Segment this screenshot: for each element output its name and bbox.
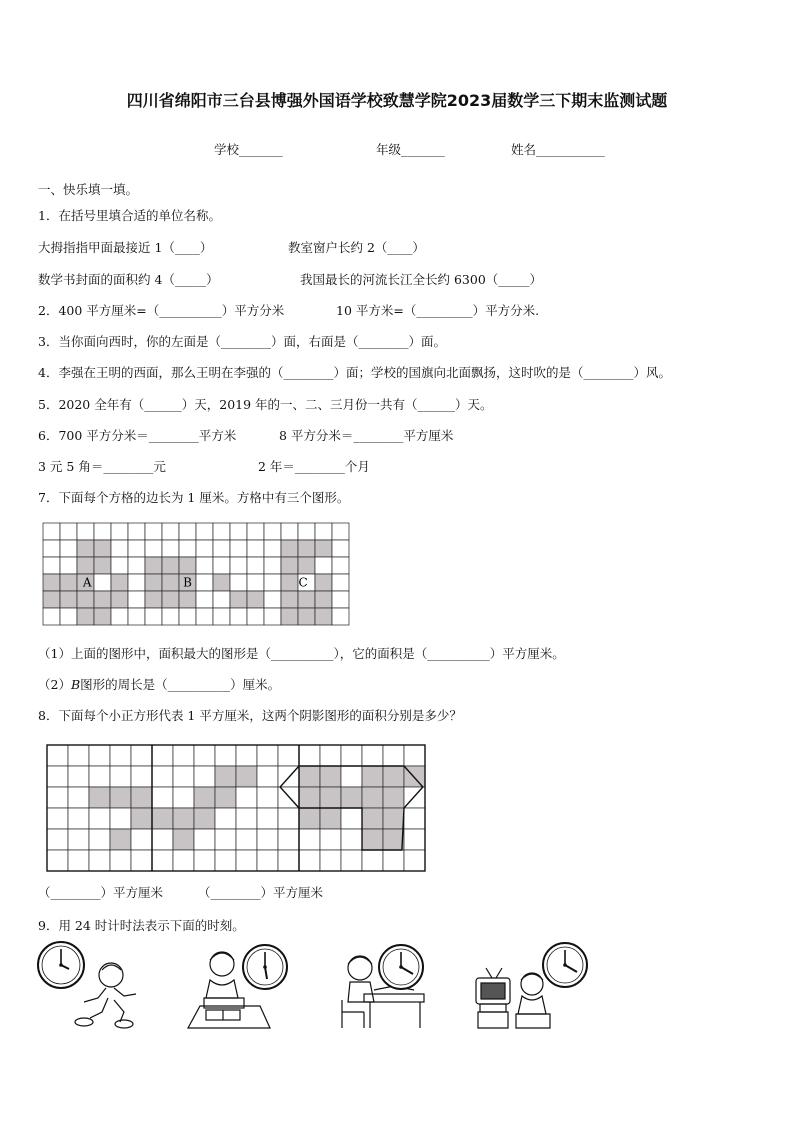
grid-cell <box>315 608 332 625</box>
grid-cell <box>215 766 236 787</box>
running-boy-icon <box>75 963 136 1028</box>
grid-cell <box>89 850 110 871</box>
grid-cell <box>47 745 68 766</box>
grid-cell <box>315 591 332 608</box>
grid-cell <box>299 829 320 850</box>
grid-cell <box>173 808 194 829</box>
grid-cell <box>60 523 77 540</box>
grid-cell <box>111 523 128 540</box>
grid-cell <box>341 766 362 787</box>
grid-cell <box>278 829 299 850</box>
grid-cell <box>236 829 257 850</box>
grid-cell <box>281 574 298 591</box>
grid-cell <box>173 850 194 871</box>
grid-cell <box>131 766 152 787</box>
grid-cell <box>145 608 162 625</box>
q9-stem: 9．用 24 时计时法表示下面的时刻。 <box>38 918 245 933</box>
grid-cell <box>332 557 349 574</box>
q9-picture-4 <box>470 940 594 1032</box>
grid-cell <box>179 523 196 540</box>
grid-cell <box>362 829 383 850</box>
grid-cell <box>320 787 341 808</box>
figure-label: C <box>298 575 308 590</box>
grid-cell <box>332 523 349 540</box>
grid-cell <box>162 540 179 557</box>
grid-cell <box>94 557 111 574</box>
grid-cell <box>77 523 94 540</box>
grid-cell <box>236 787 257 808</box>
q7-stem: 7．下面每个方格的边长为 1 厘米。方格中有三个图形。 <box>38 490 350 505</box>
grid-cell <box>77 557 94 574</box>
grid-cell <box>43 591 60 608</box>
q6-item-b: 8 平方分米＝________平方厘米 <box>279 428 454 443</box>
grid-cell <box>362 766 383 787</box>
grid-cell <box>341 745 362 766</box>
grid-cell <box>332 540 349 557</box>
grid-cell <box>257 766 278 787</box>
grid-cell <box>332 591 349 608</box>
grid-cell <box>128 591 145 608</box>
q1-stem: 1．在括号里填合适的单位名称。 <box>38 208 221 223</box>
grid-cell <box>247 574 264 591</box>
grid-cell <box>179 608 196 625</box>
grid-cell <box>196 608 213 625</box>
grid-cell <box>320 829 341 850</box>
q7-sub2-rest: 图形的周长是（__________）厘米。 <box>80 677 281 692</box>
grid-cell <box>68 808 89 829</box>
grid-cell <box>89 766 110 787</box>
grid-cell <box>89 829 110 850</box>
grid-cell <box>68 745 89 766</box>
grid-cell <box>215 787 236 808</box>
q4-text: 4．李强在王明的西面，那么王明在李强的（________）面；学校的国旗向北面飘扬，这时吹的是（________）风。 <box>38 365 671 380</box>
grid-cell <box>230 574 247 591</box>
grid-cell <box>110 766 131 787</box>
grid-cell <box>94 540 111 557</box>
grid-cell <box>383 745 404 766</box>
q1-item-a: 大拇指指甲面最接近 1（____） <box>38 240 213 255</box>
grid-cell <box>94 608 111 625</box>
grid-cell <box>404 745 425 766</box>
grid-cell <box>179 557 196 574</box>
grid-cell <box>404 850 425 871</box>
grid-cell <box>264 574 281 591</box>
page-title: 四川省绵阳市三台县博强外国语学校致慧学院2023届数学三下期末监测试题 <box>126 91 668 110</box>
grid-cell <box>299 787 320 808</box>
grid-cell <box>111 591 128 608</box>
clock-icon <box>543 943 587 987</box>
grid-cell <box>111 557 128 574</box>
grid-cell <box>89 787 110 808</box>
grid-cell <box>145 540 162 557</box>
grid-cell <box>111 608 128 625</box>
grid-cell <box>341 829 362 850</box>
name-field: 姓名___________ <box>511 142 605 157</box>
grid-cell <box>383 787 404 808</box>
q7-sub2-figure: B <box>70 677 81 692</box>
grid-cell <box>257 808 278 829</box>
figure-label: B <box>183 575 192 590</box>
grid-cell <box>179 591 196 608</box>
grid-cell <box>194 850 215 871</box>
q5-text: 5．2020 全年有（______）天，2019 年的一、二、三月份一共有（______）天。 <box>38 397 493 412</box>
clock-icon <box>243 945 287 989</box>
grid-cell <box>77 540 94 557</box>
grid-cell <box>230 523 247 540</box>
grid-cell <box>111 540 128 557</box>
grid-cell <box>131 808 152 829</box>
grid-cell <box>89 745 110 766</box>
grid-cell <box>362 745 383 766</box>
grid-cell <box>196 523 213 540</box>
grid-cell <box>278 808 299 829</box>
grid-cell <box>230 540 247 557</box>
grid-cell <box>213 523 230 540</box>
grid-cell <box>145 591 162 608</box>
figure-label: A <box>82 575 92 590</box>
grid-cell <box>215 808 236 829</box>
grid-cell <box>281 540 298 557</box>
grid-cell <box>173 745 194 766</box>
grid-cell <box>404 829 425 850</box>
grid-cell <box>152 745 173 766</box>
grid-cell <box>152 766 173 787</box>
grid-cell <box>111 574 128 591</box>
grid-cell <box>236 745 257 766</box>
grid-cell <box>152 850 173 871</box>
grid-cell <box>47 850 68 871</box>
grid-cell <box>128 574 145 591</box>
grid-cell <box>341 808 362 829</box>
grid-cell <box>43 540 60 557</box>
q8-answer-b: （________）平方厘米 <box>198 885 324 900</box>
grid-cell <box>162 608 179 625</box>
grid-cell <box>60 591 77 608</box>
q7-sub2-prefix: （2） <box>38 677 71 692</box>
grid-cell <box>89 808 110 829</box>
grid-cell <box>47 787 68 808</box>
q1-item-c: 数学书封面的面积约 4（_____） <box>38 272 219 287</box>
boy-watching-tv-icon <box>476 968 550 1028</box>
grid-cell <box>320 808 341 829</box>
grid-cell <box>264 557 281 574</box>
grid-cell <box>68 766 89 787</box>
q3-text: 3．当你面向西时，你的左面是（________）面，右面是（________）面。 <box>38 334 446 349</box>
grid-cell <box>68 787 89 808</box>
grid-cell <box>281 591 298 608</box>
grid-cell <box>247 591 264 608</box>
grid-cell <box>94 574 111 591</box>
grid-cell <box>162 557 179 574</box>
grid-cell <box>299 850 320 871</box>
grid-cell <box>332 608 349 625</box>
grid-cell <box>213 591 230 608</box>
grid-cell <box>194 766 215 787</box>
q1-item-d: 我国最长的河流长江全长约 6300（_____） <box>300 272 543 287</box>
grid-cell <box>383 766 404 787</box>
grid-cell <box>131 745 152 766</box>
grid-cell <box>383 829 404 850</box>
grid-cell <box>152 787 173 808</box>
grid-cell <box>173 829 194 850</box>
grid-cell <box>173 766 194 787</box>
grid-cell <box>320 745 341 766</box>
grid-cell <box>162 574 179 591</box>
grid-cell <box>383 808 404 829</box>
grid-cell <box>278 850 299 871</box>
grid-cell <box>110 829 131 850</box>
grid-cell <box>110 808 131 829</box>
grid-cell <box>128 523 145 540</box>
grid-cell <box>404 808 425 829</box>
grid-cell <box>43 523 60 540</box>
grid-cell <box>215 745 236 766</box>
grid-cell <box>194 829 215 850</box>
grid-cell <box>173 787 194 808</box>
grid-cell <box>94 523 111 540</box>
grid-cell <box>131 787 152 808</box>
grid-cell <box>383 850 404 871</box>
grid-cell <box>230 591 247 608</box>
grid-cell <box>247 608 264 625</box>
grid-cell <box>152 829 173 850</box>
school-field: 学校_______ <box>214 142 283 157</box>
grid-cell <box>341 850 362 871</box>
grid-cell <box>230 608 247 625</box>
grid-cell <box>194 808 215 829</box>
grid-cell <box>213 574 230 591</box>
grid-cell <box>298 523 315 540</box>
grid-cell <box>257 787 278 808</box>
grid-cell <box>315 574 332 591</box>
grid-cell <box>247 523 264 540</box>
grid-cell <box>131 829 152 850</box>
grid-cell <box>196 574 213 591</box>
grid-cell <box>43 608 60 625</box>
grid-cell <box>77 591 94 608</box>
q9-picture-1 <box>36 940 166 1032</box>
grid-cell <box>162 523 179 540</box>
grid-cell <box>215 850 236 871</box>
grid-cell <box>194 745 215 766</box>
grid-cell <box>257 745 278 766</box>
q8-answer-a: （________）平方厘米 <box>38 885 164 900</box>
grid-cell <box>131 850 152 871</box>
grid-cell <box>320 766 341 787</box>
grade-field: 年级_______ <box>376 142 445 157</box>
grid-cell <box>145 574 162 591</box>
grid-cell <box>60 574 77 591</box>
grid-cell <box>298 540 315 557</box>
grid-cell <box>247 557 264 574</box>
grid-cell <box>215 829 236 850</box>
clock-icon <box>379 945 423 989</box>
grid-cell <box>60 557 77 574</box>
grid-cell <box>362 787 383 808</box>
grid-cell <box>257 829 278 850</box>
grid-cell <box>162 591 179 608</box>
grid-cell <box>145 557 162 574</box>
section-heading: 一、快乐填一填。 <box>38 182 139 197</box>
grid-cell <box>264 523 281 540</box>
grid-cell <box>213 557 230 574</box>
q6-item-c: 3 元 5 角＝________元 <box>38 459 166 474</box>
clock-icon <box>38 942 84 988</box>
grid-cell <box>362 808 383 829</box>
grid-cell <box>236 808 257 829</box>
grid-cell <box>281 523 298 540</box>
grid-cell <box>236 850 257 871</box>
grid-cell <box>94 591 111 608</box>
grid-cell <box>47 766 68 787</box>
grid-cell <box>110 745 131 766</box>
q7-sub1: （1）上面的图形中，面积最大的图形是（__________），它的面积是（__________）平方厘米。 <box>38 646 565 661</box>
grid-cell <box>281 608 298 625</box>
grid-cell <box>196 557 213 574</box>
grid-cell <box>315 523 332 540</box>
grid-cell <box>257 850 278 871</box>
grid-cell <box>298 557 315 574</box>
grid-cell <box>196 591 213 608</box>
q2-item-a: 2．400 平方厘米=（__________）平方分米 <box>38 303 285 318</box>
grid-cell <box>264 591 281 608</box>
q1-item-b: 教室窗户长约 2（____） <box>288 240 425 255</box>
grid-cell <box>68 850 89 871</box>
grid-cell <box>230 557 247 574</box>
grid-cell <box>236 766 257 787</box>
q9-picture-3 <box>334 940 444 1032</box>
grid-cell <box>264 540 281 557</box>
grid-cell <box>298 591 315 608</box>
q6-item-a: 6．700 平方分米＝________平方米 <box>38 428 237 443</box>
grid-cell <box>128 557 145 574</box>
grid-cell <box>299 808 320 829</box>
grid-cell <box>179 540 196 557</box>
grid-cell <box>128 608 145 625</box>
grid-cell <box>43 574 60 591</box>
grid-cell <box>77 608 94 625</box>
grid-cell <box>315 540 332 557</box>
grid-cell <box>299 745 320 766</box>
grid-cell <box>110 850 131 871</box>
grid-cell <box>299 766 320 787</box>
grid-cell <box>315 557 332 574</box>
q8-grid <box>46 744 428 872</box>
q2-item-b: 10 平方米=（_________）平方分米. <box>336 303 540 318</box>
grid-cell <box>213 608 230 625</box>
grid-cell <box>281 557 298 574</box>
grid-cell <box>47 829 68 850</box>
grid-cell <box>196 540 213 557</box>
grid-cell <box>128 540 145 557</box>
grid-cell <box>145 523 162 540</box>
grid-cell <box>60 540 77 557</box>
grid-cell <box>264 608 281 625</box>
grid-cell <box>110 787 131 808</box>
q9-picture-2 <box>184 940 294 1032</box>
grid-cell <box>278 745 299 766</box>
q8-stem: 8．下面每个小正方形代表 1 平方厘米，这两个阴影图形的面积分别是多少？ <box>38 708 462 723</box>
grid-cell <box>298 608 315 625</box>
grid-cell <box>213 540 230 557</box>
grid-cell <box>68 829 89 850</box>
grid-cell <box>341 787 362 808</box>
grid-cell <box>194 787 215 808</box>
q6-item-d: 2 年＝________个月 <box>258 459 370 474</box>
q7-grid <box>42 522 354 628</box>
grid-cell <box>320 850 341 871</box>
grid-cell <box>152 808 173 829</box>
grid-cell <box>60 608 77 625</box>
grid-cell <box>43 557 60 574</box>
grid-cell <box>247 540 264 557</box>
q7-sub2 <box>38 677 280 693</box>
grid-cell <box>362 850 383 871</box>
grid-cell <box>47 808 68 829</box>
grid-cell <box>332 574 349 591</box>
